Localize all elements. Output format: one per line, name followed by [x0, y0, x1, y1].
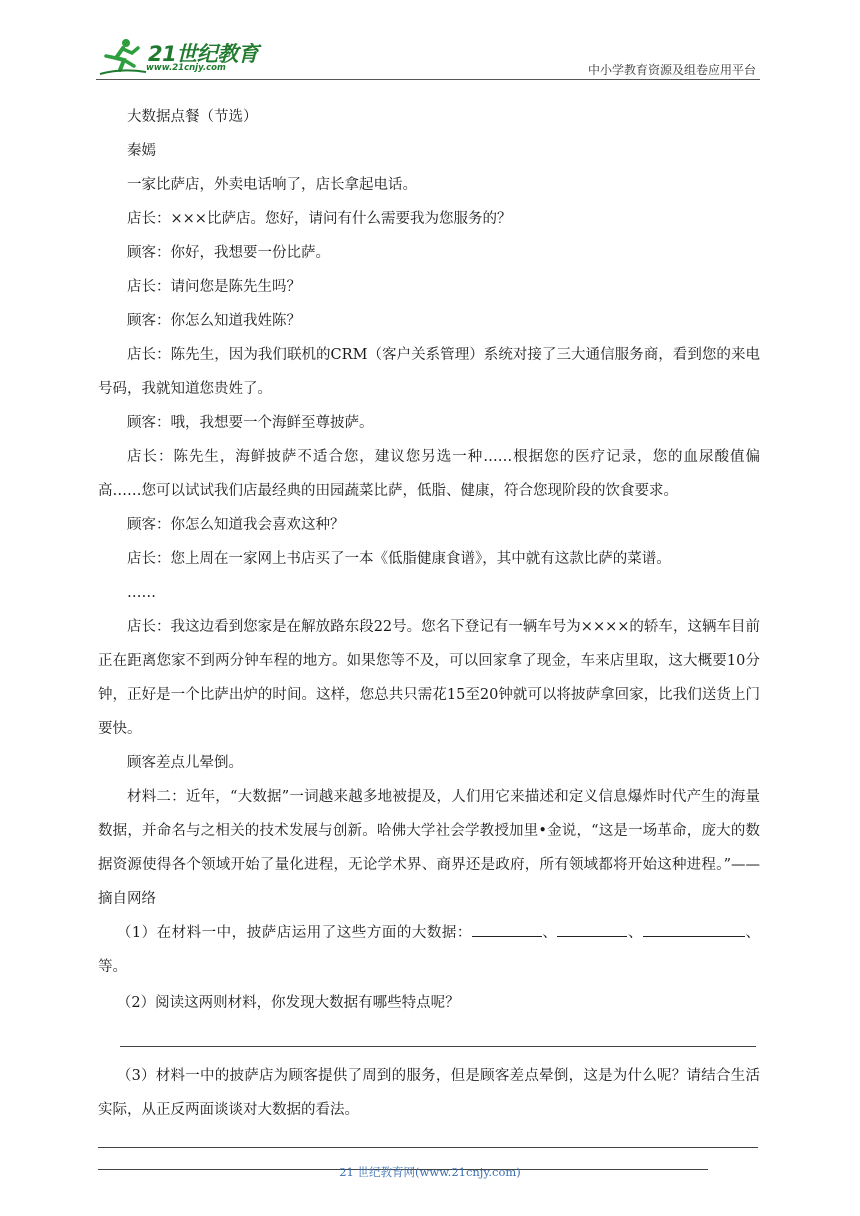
- paragraph: 店长：×××比萨店。您好，请问有什么需要我为您服务的？: [127, 211, 512, 227]
- paragraph-material-two: 材料二：近年，“大数据”一词越来越多地被提及，人们用它来描述和定义信息爆炸时代产生的海量数据，并命名与之相关的技术发展与创新。哈佛大学社会学教授加里•金说，“这是一场革命，庞大的数据资源使得各个领域开始了量化进程，无论学术界、商界还是政府，所有领域都将开始这种进程。”——摘自网络: [98, 789, 760, 907]
- question-3: （3）材料一中的披萨店为顾客提供了周到的服务，但是顾客差点晕倒，这是为什么呢？请结合生活实际，从正反两面谈谈对大数据的看法。: [98, 1068, 760, 1118]
- question-2: （2）阅读这两则材料，你发现大数据有哪些特点呢？: [116, 995, 460, 1011]
- paragraph: 顾客：你怎么知道我会喜欢这种？: [127, 517, 345, 533]
- question-1-prompt: （1）在材料一中，披萨店运用了这些方面的大数据：: [116, 925, 472, 941]
- question-1: [98, 916, 760, 984]
- separator: 、: [744, 925, 760, 941]
- page-footer[interactable]: 21 世纪教育网(www.21cnjy.com): [339, 1165, 521, 1179]
- document-body: [98, 100, 760, 1170]
- paragraph: 顾客：哦，我想要一个海鲜至尊披萨。: [127, 415, 374, 431]
- page-header: [96, 36, 760, 80]
- header-divider: [96, 79, 760, 80]
- article-title: 大数据点餐（节选）: [127, 109, 258, 125]
- paragraph: 店长：陈先生，因为我们联机的CRM（客户关系管理）系统对接了三大通信服务商，看到您的来电号码，我就知道您贵姓了。: [98, 347, 760, 397]
- question-1-suffix: 等。: [98, 959, 127, 975]
- paragraph: 店长：您上周在一家网上书店买了一本《低脂健康食谱》，其中就有这款比萨的菜谱。: [127, 551, 671, 567]
- logo-url: www.21cnjy.com: [146, 63, 226, 73]
- paragraph: 顾客：你好，我想要一份比萨。: [127, 245, 330, 261]
- runner-logo-icon: [96, 36, 148, 78]
- platform-name: 中小学教育资源及组卷应用平台: [587, 63, 756, 77]
- answer-blank-1[interactable]: [472, 920, 542, 937]
- paragraph: ……: [127, 585, 156, 601]
- paragraph: 一家比萨店，外卖电话响了，店长拿起电话。: [127, 177, 417, 193]
- article-author: 秦嫣: [127, 143, 156, 159]
- answer-blank-3[interactable]: [643, 920, 745, 937]
- logo-text: 21世纪教育: [148, 42, 259, 66]
- separator: 、: [541, 925, 558, 941]
- separator: 、: [627, 925, 643, 941]
- site-logo[interactable]: [96, 36, 276, 78]
- paragraph: 店长：请问您是陈先生吗？: [127, 279, 301, 295]
- paragraph: 店长：陈先生，海鲜披萨不适合您，建议您另选一种……根据您的医疗记录，您的血尿酸值偏高……您可以试试我们店最经典的田园蔬菜比萨，低脂、健康，符合您现阶段的饮食要求。: [98, 449, 760, 499]
- answer-blank-2[interactable]: [557, 920, 627, 937]
- paragraph: 顾客：你怎么知道我姓陈？: [127, 313, 301, 329]
- paragraph: 顾客差点儿晕倒。: [127, 755, 243, 771]
- paragraph: 店长：我这边看到您家是在解放路东段22号。您名下登记有一辆车号为××××的轿车，这辆车目前正在距离您家不到两分钟车程的地方。如果您等不及，可以回家拿了现金，车来店里取，这大概要10分钟，正好是一个比萨出炉的时间。这样，您总共只需花15至20钟就可以将披萨拿回家，比我们送货上门要快。: [98, 619, 760, 737]
